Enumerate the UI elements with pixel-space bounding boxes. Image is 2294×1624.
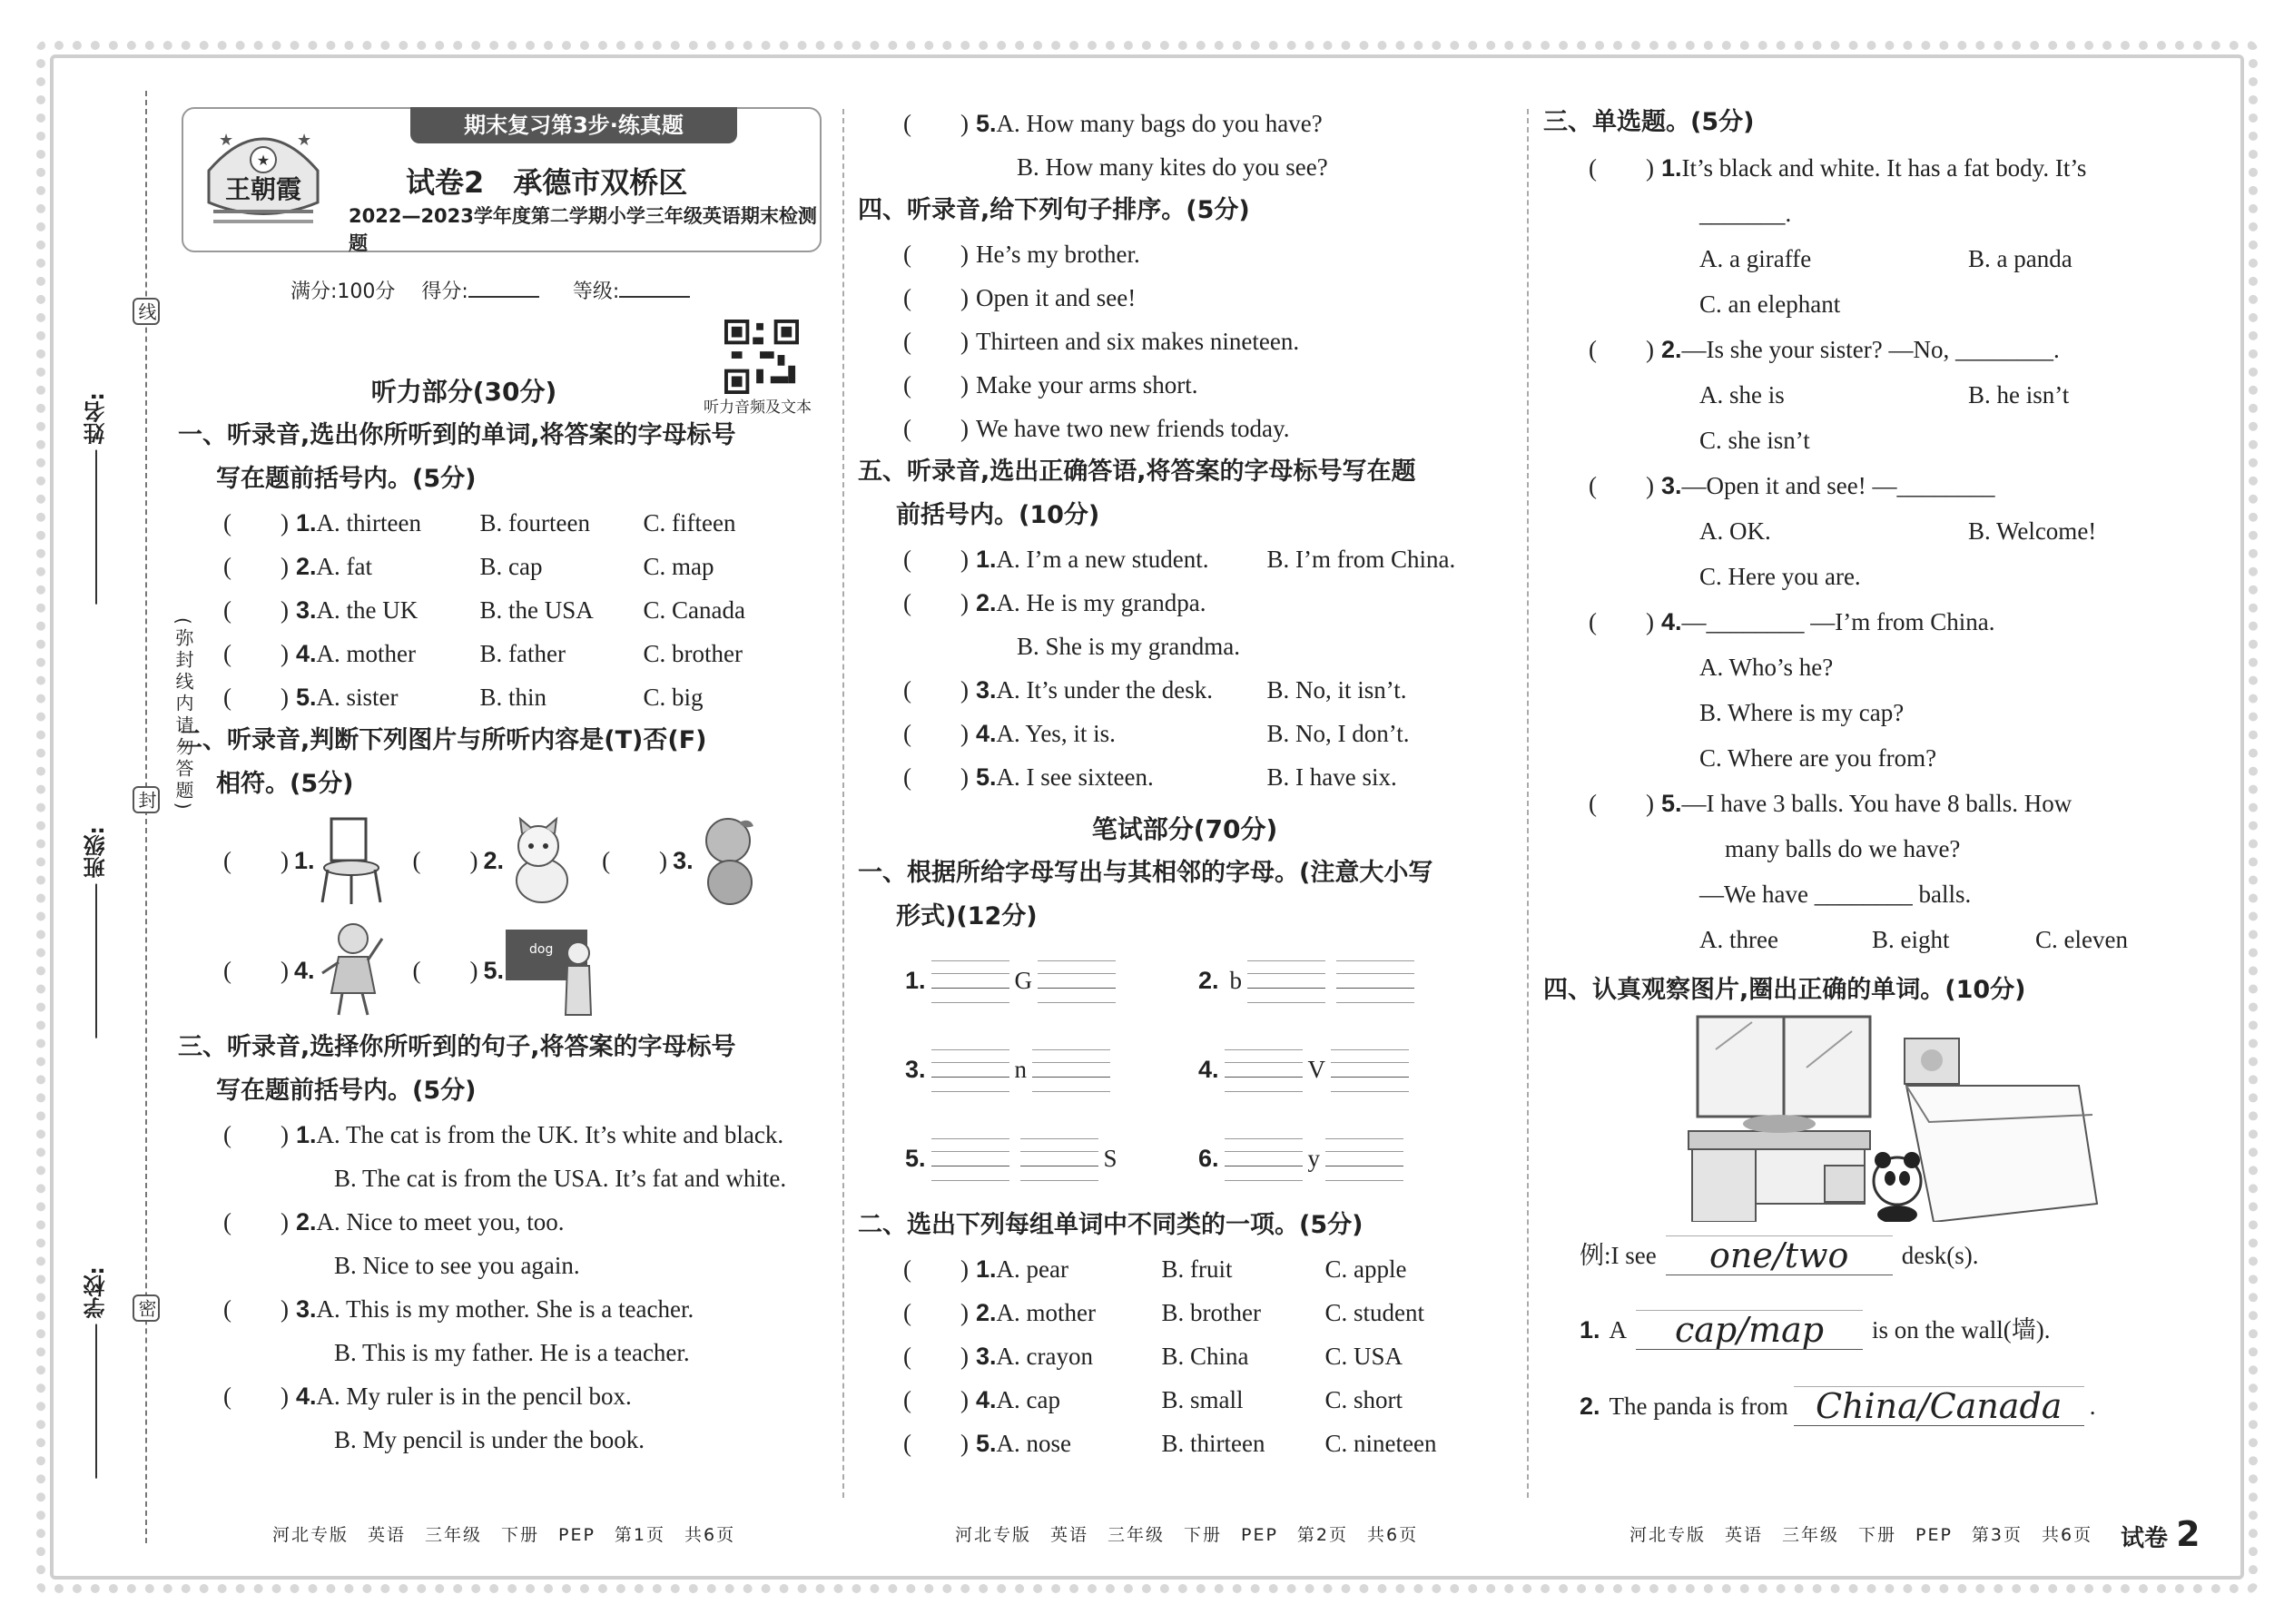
seal-tag: 密 — [133, 1294, 160, 1322]
question-item[interactable]: ( ) 5. A. I see sixteen. B. I have six. — [903, 763, 1397, 791]
letter-grid — [858, 939, 1511, 1204]
question-item[interactable]: ( ) 4. A. Yes, it is. B. No, I don’t. — [903, 720, 1410, 747]
grade-blank[interactable] — [619, 296, 690, 298]
svg-text:dog: dog — [529, 942, 554, 957]
question-option: A. OK. B. Welcome! — [1699, 517, 2097, 545]
question-option: A. three B. eight C. eleven — [1699, 926, 2128, 953]
question-option: C. an elephant — [1699, 290, 1841, 318]
name-field[interactable]: 姓名: — [80, 392, 112, 605]
teacher-board-image — [504, 920, 604, 1020]
seal-tag: 封 — [133, 786, 160, 813]
page-footer: 河北专版 英语 三年级 下册 PEP 第1页 共6页 — [272, 1525, 736, 1545]
order-item[interactable]: ( ) Thirteen and six makes nineteen. — [903, 328, 1300, 355]
column-1 — [178, 370, 822, 1462]
column-divider — [1527, 109, 1529, 1498]
section-title: 三、听录音,选择你所听到的句子,将答案的字母标号 — [178, 1033, 736, 1061]
question-item[interactable]: ( ) 1. A. I’m a new student. B. I’m from China. — [903, 546, 1456, 573]
question-option: B. How many kites do you see? — [1017, 153, 1328, 181]
svg-text:★: ★ — [256, 152, 271, 169]
girl-image — [315, 920, 388, 1020]
score-line: 满分:100分 得分: 等级: — [290, 276, 717, 304]
order-item[interactable]: ( ) Open it and see! — [903, 284, 1137, 311]
question-item[interactable]: ( ) 1. A. thirteen B. fourteen C. fifteen — [223, 509, 736, 536]
column-divider — [842, 109, 844, 1498]
orange-image — [694, 815, 766, 906]
picture-row: ( ) 1. ( ) 2. ( ) 3. — [178, 806, 822, 915]
question-blank: _______. — [1699, 200, 1792, 227]
letter-item[interactable]: 1. G — [905, 957, 1121, 1004]
question-item[interactable]: ( ) 3. A. It’s under the desk. B. No, it isn’t. — [903, 676, 1407, 704]
order-item[interactable]: ( ) Make your arms short. — [903, 371, 1198, 399]
question-item[interactable]: ( ) 3. A. This is my mother. She is a teacher. — [223, 1295, 694, 1323]
chair-image — [315, 815, 388, 906]
question-option: C. Where are you from? — [1699, 744, 1937, 772]
section-title: 前括号内。(10分) — [896, 501, 1100, 529]
page-footer: 河北专版 英语 三年级 下册 PEP 第3页 共6页 — [1629, 1525, 2093, 1545]
question-item[interactable]: ( ) 5. —I have 3 balls. You have 8 balls. How — [1589, 790, 2072, 817]
question-item[interactable]: ( ) 1. A. pear B. fruit C. apple — [903, 1255, 1407, 1283]
section-title: 写在题前括号内。(5分) — [216, 465, 477, 493]
page-footer: 河北专版 英语 三年级 下册 PEP 第2页 共6页 — [955, 1525, 1419, 1545]
order-item[interactable]: ( ) We have two new friends today. — [903, 415, 1290, 442]
question-text: —We have ________ balls. — [1699, 881, 1972, 908]
section-title: 相符。(5分) — [216, 770, 354, 798]
seal-note: (弥封线内请勿答题) — [172, 617, 194, 813]
section-title: 写在题前括号内。(5分) — [216, 1077, 477, 1105]
seal-tag: 线 — [133, 298, 160, 325]
question-item[interactable]: ( ) 4. A. cap B. small C. short — [903, 1386, 1403, 1413]
section-title: 形式)(12分) — [896, 902, 1038, 930]
bedroom-picture — [1679, 1013, 2115, 1222]
picture-row: ( ) 4. ( ) 5. dog — [178, 915, 822, 1026]
picture-question-2[interactable]: 2. The panda is from China/Canada . — [1580, 1386, 2096, 1426]
question-option: A. Who’s he? — [1699, 654, 1834, 681]
letter-item[interactable]: 3. n — [905, 1046, 1116, 1093]
column-2 — [858, 102, 1511, 1465]
question-option: B. My pencil is under the book. — [334, 1426, 645, 1453]
section-title: 三、单选题。(5分) — [1543, 108, 1755, 136]
question-item[interactable]: ( ) 2. A. mother B. brother C. student — [903, 1299, 1425, 1326]
question-option: A. she is B. he isn’t — [1699, 381, 2070, 408]
question-option: B. The cat is from the USA. It’s fat and white. — [334, 1165, 787, 1192]
question-item[interactable]: ( ) 4. A. My ruler is in the pencil box. — [223, 1383, 632, 1410]
question-item[interactable]: ( ) 5. A. How many bags do you have? — [903, 110, 1323, 137]
class-field[interactable]: 班级: — [80, 826, 112, 1038]
picture-question-1[interactable]: 1. A cap/map is on the wall(墙). — [1580, 1310, 2051, 1350]
question-option: B. She is my grandma. — [1017, 633, 1240, 660]
section-title: 四、听录音,给下列句子排序。(5分) — [858, 196, 1250, 224]
written-title: 笔试部分(70分) — [1091, 814, 1278, 844]
letter-item[interactable]: 4. V — [1198, 1046, 1414, 1093]
score-blank[interactable] — [468, 296, 539, 298]
question-option: C. she isn’t — [1699, 427, 1810, 454]
question-option: A. a giraffe B. a panda — [1699, 245, 2072, 272]
exam-title: 试卷2 承德市双桥区 — [406, 165, 688, 200]
question-item[interactable]: ( ) 2. A. fat B. cap C. map — [223, 553, 714, 580]
svg-text:王朝霞: 王朝霞 — [224, 174, 302, 204]
title-box — [182, 107, 822, 252]
answer-choice[interactable]: China/Canada — [1794, 1386, 2084, 1426]
question-item[interactable]: ( ) 4. A. mother B. father C. brother — [223, 640, 743, 667]
question-item[interactable]: ( ) 3. A. crayon B. China C. USA — [903, 1343, 1403, 1370]
answer-choice[interactable]: cap/map — [1636, 1310, 1863, 1350]
order-item[interactable]: ( ) He’s my brother. — [903, 241, 1140, 268]
question-item[interactable]: ( ) 1. A. The cat is from the UK. It’s white and black. — [223, 1121, 784, 1148]
question-item[interactable]: ( ) 5. A. nose B. thirteen C. nineteen — [903, 1430, 1437, 1457]
review-banner: 期末复习第3步·练真题 — [410, 107, 737, 143]
question-item[interactable]: ( ) 2. —Is she your sister? —No, ________. — [1589, 336, 2060, 363]
example-sentence: 例:I see one/two desk(s). — [1580, 1235, 1979, 1275]
question-item[interactable]: ( ) 3. —Open it and see! —________ — [1589, 472, 1995, 499]
cat-image — [504, 815, 576, 906]
section-title: 二、选出下列每组单词中不同类的一项。(5分) — [858, 1211, 1364, 1239]
letter-item[interactable]: 6. y — [1198, 1135, 1409, 1182]
example-answer: one/two — [1666, 1235, 1893, 1275]
school-field[interactable]: 学校: — [80, 1266, 112, 1479]
exam-subtitle: 2022—2023学年度第二学期小学三年级英语期末检测题 — [349, 205, 817, 254]
paper-number: 试卷 2 — [2121, 1514, 2200, 1554]
qr-caption: 听力音频及文本 — [704, 399, 812, 417]
binding-gutter — [54, 54, 194, 1580]
question-item[interactable]: ( ) 2. A. He is my grandpa. — [903, 589, 1206, 616]
question-option: B. Nice to see you again. — [334, 1252, 580, 1279]
question-option: B. This is my father. He is a teacher. — [334, 1339, 690, 1366]
section-title: 一、根据所给字母写出与其相邻的字母。(注意大小写 — [858, 859, 1433, 887]
column-3 — [1543, 100, 2215, 1434]
section-title: 五、听录音,选出正确答语,将答案的字母标号写在题 — [858, 458, 1416, 486]
letter-item[interactable]: 5. S — [905, 1135, 1117, 1182]
question-text: many balls do we have? — [1725, 835, 1961, 862]
listening-title: 听力部分(30分) — [370, 377, 557, 407]
question-item[interactable]: ( ) 2. A. Nice to meet you, too. — [223, 1208, 565, 1235]
svg-text:★: ★ — [219, 131, 234, 149]
question-option: B. Where is my cap? — [1699, 699, 1905, 726]
question-item[interactable]: ( ) 1. It’s black and white. It has a fat body. It’s — [1589, 154, 2087, 182]
question-item[interactable]: ( ) 5. A. sister B. thin C. big — [223, 684, 704, 711]
question-item[interactable]: ( ) 4. —________ —I’m from China. — [1589, 608, 1995, 635]
question-option: C. Here you are. — [1699, 563, 1861, 590]
svg-text:★: ★ — [297, 131, 312, 149]
question-item[interactable]: ( ) 3. A. the UK B. the USA C. Canada — [223, 596, 746, 624]
letter-item[interactable]: 2. b — [1198, 957, 1420, 1004]
section-title: 一、听录音,选出你所听到的单词,将答案的字母标号 — [178, 421, 736, 449]
question-list — [178, 501, 822, 719]
section-title: 四、认真观察图片,圈出正确的单词。(10分) — [1543, 976, 2026, 1004]
section-title: 二、听录音,判断下列图片与所听内容是(T)否(F) — [178, 726, 707, 754]
